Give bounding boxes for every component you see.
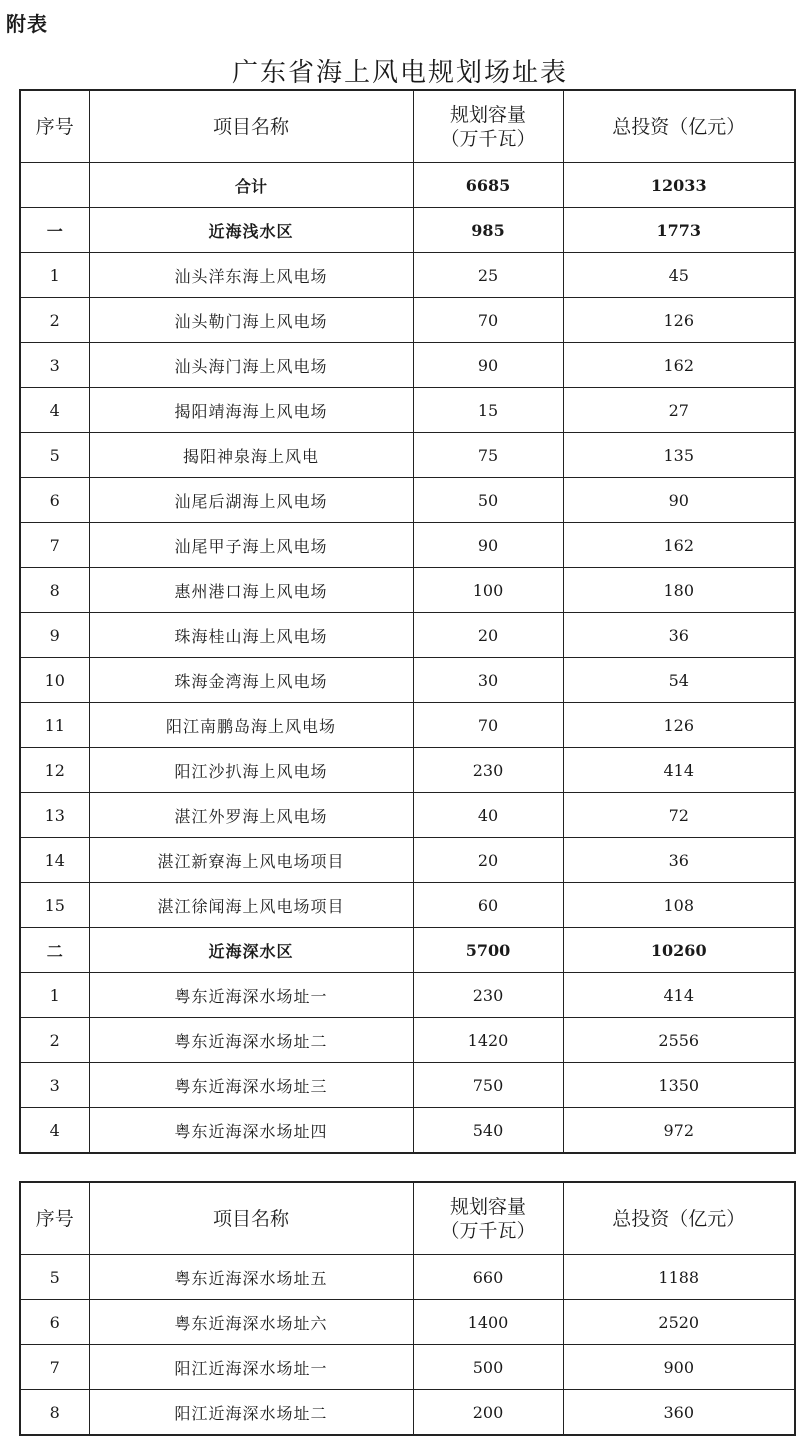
row-name: 揭阳神泉海上风电 [89,433,413,478]
row-capacity: 540 [413,1108,563,1154]
section-no: 一 [20,208,89,253]
row-capacity: 70 [413,298,563,343]
header-capacity-line1: 规划容量 [449,1195,526,1218]
table-header-row [20,1182,795,1255]
header-investment: 总投资（亿元） [563,90,795,163]
row-capacity: 15 [413,388,563,433]
deep-water-rows-part-2 [20,1255,795,1436]
site-table-page-1 [19,89,796,1154]
total-investment: 12033 [563,163,795,208]
section-investment: 10260 [563,928,795,973]
row-name: 粤东近海深水场址三 [89,1063,413,1108]
table-row [20,613,795,658]
table-header-row [20,90,795,163]
row-no: 10 [20,658,89,703]
row-capacity: 100 [413,568,563,613]
row-name: 阳江近海深水场址二 [89,1390,413,1436]
table-row [20,658,795,703]
section-row-deep [20,928,795,973]
table-row [20,838,795,883]
section-row-shallow [20,208,795,253]
row-name: 惠州港口海上风电场 [89,568,413,613]
table-row [20,1345,795,1390]
row-capacity: 40 [413,793,563,838]
row-no: 14 [20,838,89,883]
total-capacity: 6685 [413,163,563,208]
section-investment: 1773 [563,208,795,253]
row-investment: 414 [563,748,795,793]
row-investment: 126 [563,298,795,343]
table-row [20,793,795,838]
table-row [20,433,795,478]
table-row [20,1018,795,1063]
header-capacity-line1: 规划容量 [449,103,526,126]
row-investment: 414 [563,973,795,1018]
row-investment: 2556 [563,1018,795,1063]
row-capacity: 75 [413,433,563,478]
row-no: 1 [20,253,89,298]
section-no: 二 [20,928,89,973]
row-investment: 45 [563,253,795,298]
row-no: 5 [20,1255,89,1300]
row-capacity: 30 [413,658,563,703]
row-name: 汕头海门海上风电场 [89,343,413,388]
table-row [20,703,795,748]
row-name: 汕尾甲子海上风电场 [89,523,413,568]
total-row [20,163,795,208]
row-investment: 126 [563,703,795,748]
row-name: 汕尾后湖海上风电场 [89,478,413,523]
row-name: 湛江徐闻海上风电场项目 [89,883,413,928]
row-capacity: 50 [413,478,563,523]
shallow-water-rows [20,253,795,928]
row-no: 8 [20,1390,89,1436]
section-capacity: 5700 [413,928,563,973]
site-table-page-2 [19,1181,796,1436]
row-capacity: 200 [413,1390,563,1436]
row-no: 4 [20,1108,89,1154]
table-row [20,1300,795,1345]
row-name: 粤东近海深水场址六 [89,1300,413,1345]
row-capacity: 90 [413,343,563,388]
table-row [20,1108,795,1154]
row-capacity: 500 [413,1345,563,1390]
row-name: 汕头勒门海上风电场 [89,298,413,343]
row-name: 粤东近海深水场址二 [89,1018,413,1063]
table-row [20,1063,795,1108]
header-capacity-line2: （万千瓦） [440,127,536,150]
row-investment: 1188 [563,1255,795,1300]
row-capacity: 20 [413,613,563,658]
row-no: 15 [20,883,89,928]
header-capacity [413,90,563,163]
table-row [20,748,795,793]
row-investment: 27 [563,388,795,433]
table-row [20,253,795,298]
row-no: 6 [20,478,89,523]
total-no [20,163,89,208]
table-row [20,478,795,523]
row-no: 2 [20,1018,89,1063]
row-no: 2 [20,298,89,343]
row-capacity: 230 [413,748,563,793]
header-no: 序号 [20,1182,89,1255]
row-no: 11 [20,703,89,748]
row-capacity: 1400 [413,1300,563,1345]
row-investment: 2520 [563,1300,795,1345]
table-row [20,883,795,928]
header-name: 项目名称 [89,1182,413,1255]
row-investment: 360 [563,1390,795,1436]
row-investment: 1350 [563,1063,795,1108]
section-capacity: 985 [413,208,563,253]
row-name: 粤东近海深水场址一 [89,973,413,1018]
row-investment: 972 [563,1108,795,1154]
row-name: 汕头洋东海上风电场 [89,253,413,298]
row-no: 8 [20,568,89,613]
table-row [20,568,795,613]
row-name: 阳江近海深水场址一 [89,1345,413,1390]
row-investment: 162 [563,343,795,388]
row-no: 5 [20,433,89,478]
row-investment: 36 [563,613,795,658]
table-row [20,1390,795,1436]
table-row [20,523,795,568]
row-no: 9 [20,613,89,658]
row-no: 3 [20,343,89,388]
row-no: 3 [20,1063,89,1108]
row-capacity: 660 [413,1255,563,1300]
row-investment: 900 [563,1345,795,1390]
row-name: 粤东近海深水场址五 [89,1255,413,1300]
row-no: 1 [20,973,89,1018]
row-no: 7 [20,1345,89,1390]
row-investment: 108 [563,883,795,928]
row-no: 13 [20,793,89,838]
row-capacity: 20 [413,838,563,883]
row-investment: 162 [563,523,795,568]
document-title: 广东省海上风电规划场址表 [231,58,568,88]
header-name: 项目名称 [89,90,413,163]
row-investment: 54 [563,658,795,703]
row-no: 4 [20,388,89,433]
row-capacity: 60 [413,883,563,928]
table-row [20,973,795,1018]
appendix-label: 附表 [6,12,48,36]
total-label: 合计 [89,163,413,208]
table-row [20,343,795,388]
row-name: 珠海桂山海上风电场 [89,613,413,658]
row-capacity: 750 [413,1063,563,1108]
row-capacity: 230 [413,973,563,1018]
header-capacity [413,1182,563,1255]
row-no: 12 [20,748,89,793]
header-no: 序号 [20,90,89,163]
header-investment: 总投资（亿元） [563,1182,795,1255]
table-row [20,388,795,433]
header-capacity-line2: （万千瓦） [440,1219,536,1242]
row-investment: 180 [563,568,795,613]
table-row [20,298,795,343]
row-no: 6 [20,1300,89,1345]
row-capacity: 25 [413,253,563,298]
row-capacity: 70 [413,703,563,748]
table-row [20,1255,795,1300]
section-name: 近海浅水区 [89,208,413,253]
row-name: 阳江沙扒海上风电场 [89,748,413,793]
row-investment: 135 [563,433,795,478]
row-name: 揭阳靖海海上风电场 [89,388,413,433]
row-investment: 36 [563,838,795,883]
row-name: 粤东近海深水场址四 [89,1108,413,1154]
row-investment: 72 [563,793,795,838]
row-capacity: 90 [413,523,563,568]
section-name: 近海深水区 [89,928,413,973]
row-investment: 90 [563,478,795,523]
row-name: 湛江新寮海上风电场项目 [89,838,413,883]
row-capacity: 1420 [413,1018,563,1063]
row-name: 湛江外罗海上风电场 [89,793,413,838]
row-name: 珠海金湾海上风电场 [89,658,413,703]
deep-water-rows-part-1 [20,973,795,1154]
row-no: 7 [20,523,89,568]
row-name: 阳江南鹏岛海上风电场 [89,703,413,748]
